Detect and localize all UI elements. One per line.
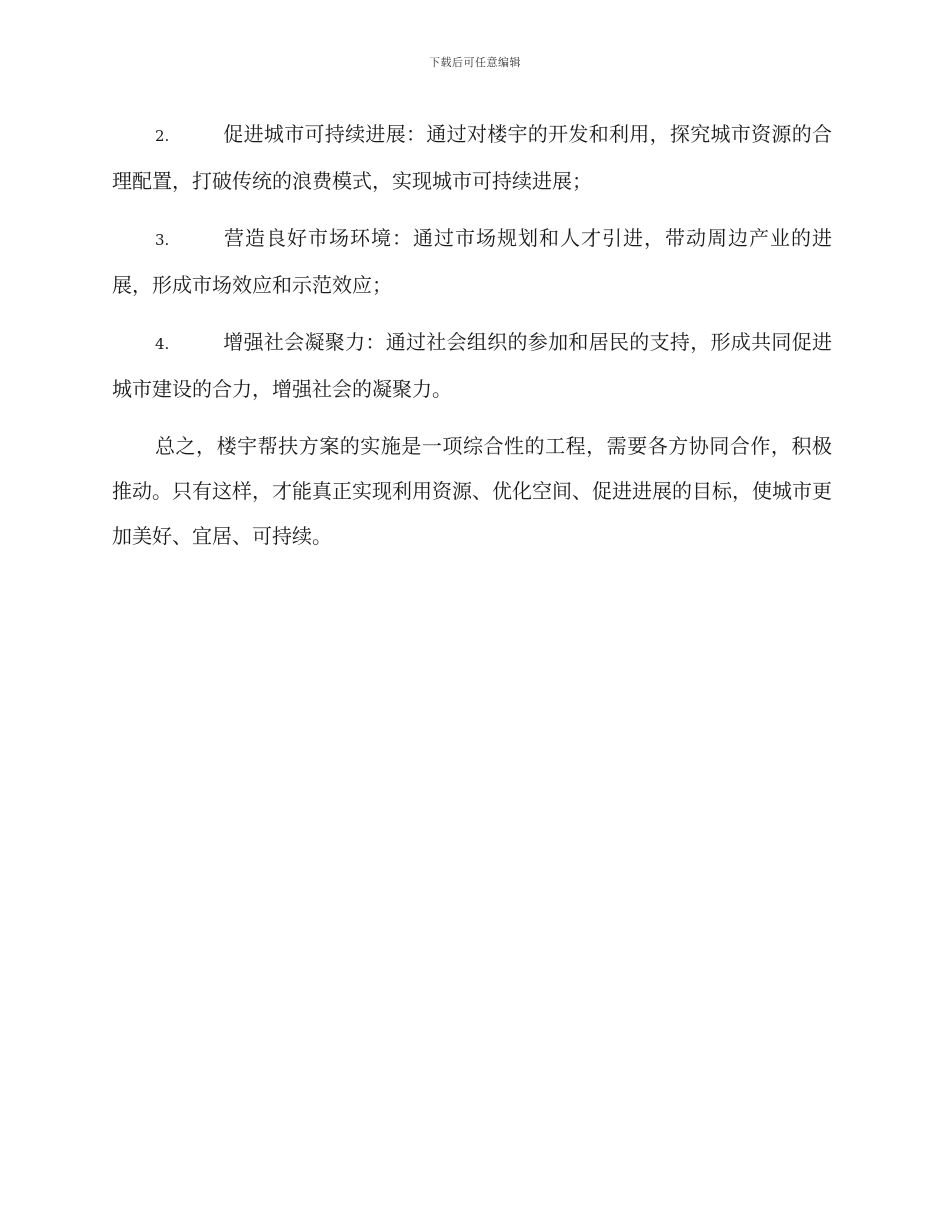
list-item-text: 促进城市可持续进展：通过对楼宇的开发和利用，探究城市资源的合理配置，打破传统的浪费模式，实现城市可持续进展； [112, 122, 832, 193]
list-item-4 [112, 320, 832, 412]
list-item-text: 增强社会凝聚力：通过社会组织的参加和居民的支持，形成共同促进城市建设的合力，增强社会的凝聚力。 [112, 330, 832, 401]
summary-paragraph: 总之，楼宇帮扶方案的实施是一项综合性的工程，需要各方协同合作，积极推动。只有这样，才能真正实现利用资源、优化空间、促进进展的目标，使城市更加美好、宜居、可持续。 [112, 434, 832, 548]
list-number: 4. [155, 335, 170, 353]
list-item-2 [112, 112, 832, 204]
list-number: 2. [155, 127, 170, 145]
list-number: 3. [155, 231, 170, 249]
list-item-text: 营造良好市场环境：通过市场规划和人才引进，带动周边产业的进展，形成市场效应和示范效应； [112, 226, 832, 297]
list-item-3 [112, 216, 832, 308]
page-header: 下载后可任意编辑 [429, 56, 521, 69]
document-body [112, 112, 832, 571]
